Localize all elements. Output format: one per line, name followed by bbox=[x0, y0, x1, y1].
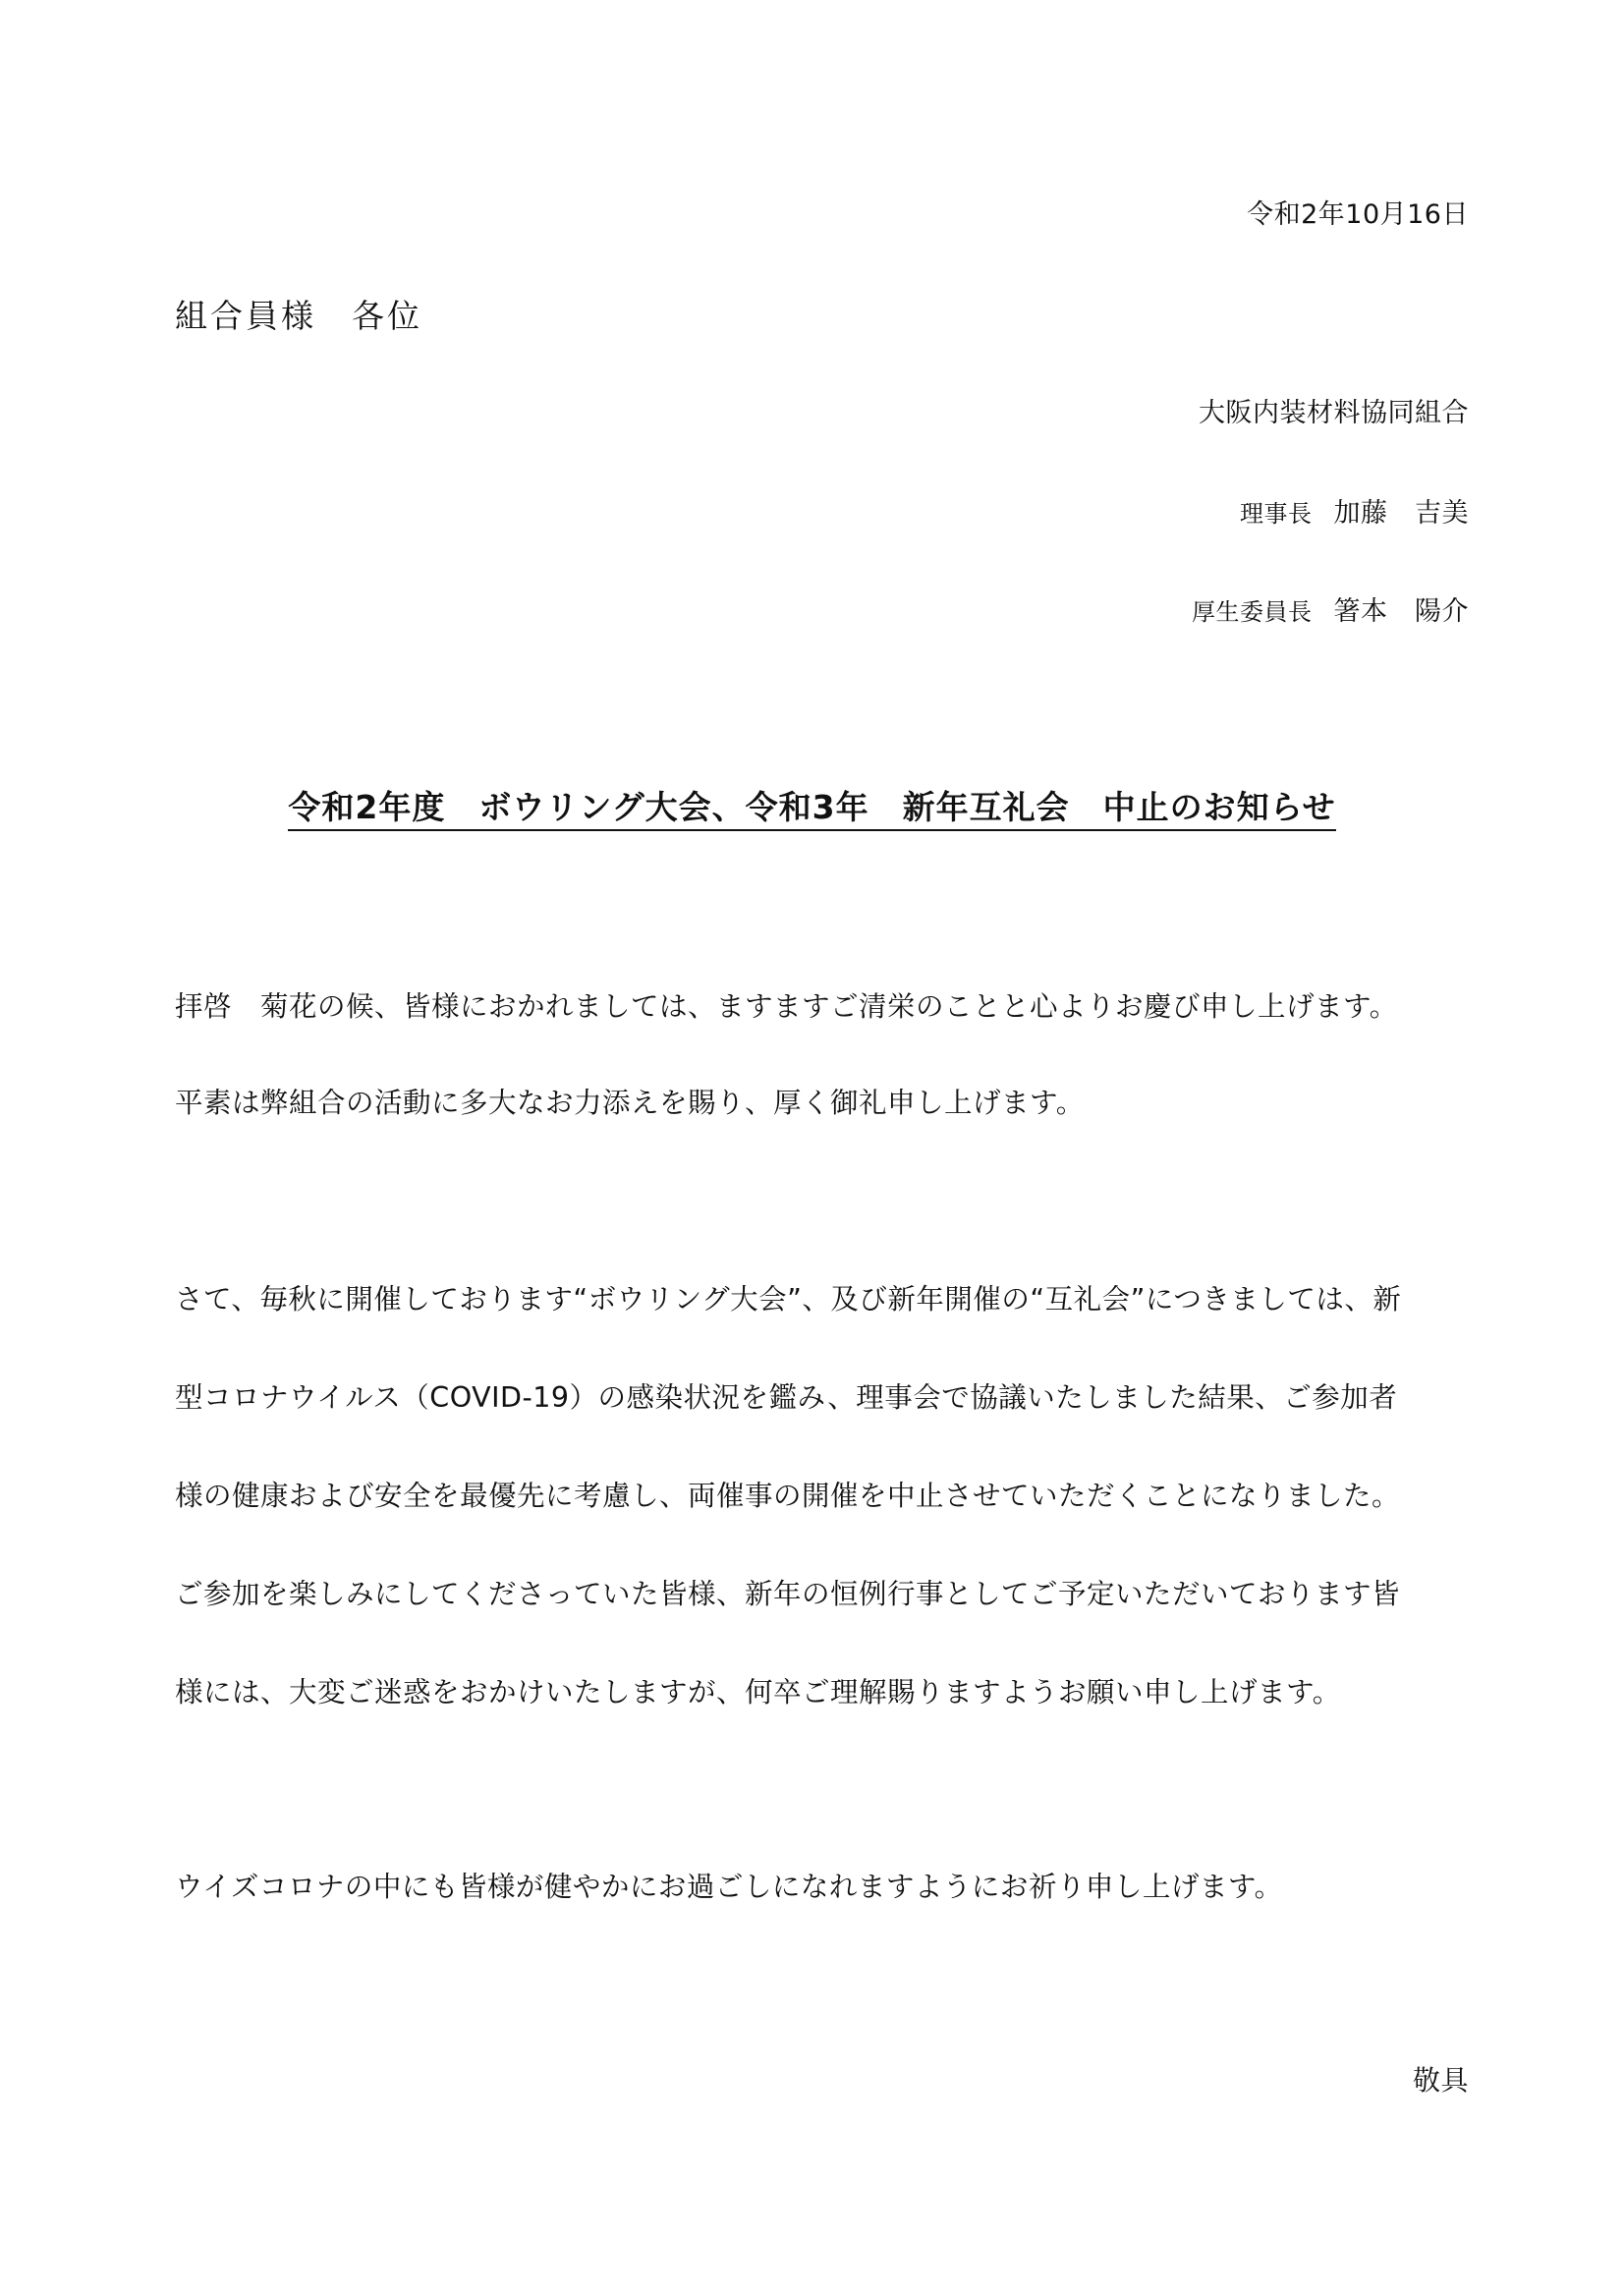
wish-line: ウイズコロナの中にも皆様が健やかにお過ごしになれますようにお祈り申し上げます。 bbox=[175, 1871, 1283, 1903]
main-paragraph-line-3: 様の健康および安全を最優先に考慮し、両催事の開催を中止させていただくことになりました。 bbox=[175, 1480, 1401, 1512]
notice-title-text: 令和2年度 ボウリング大会、令和3年 新年互礼会 中止のお知らせ bbox=[288, 788, 1335, 831]
signatory-chairman bbox=[1240, 491, 1469, 530]
signatory-name: 加藤 吉美 bbox=[1333, 498, 1469, 529]
closing-keigu: 敬具 bbox=[1412, 2064, 1469, 2097]
main-paragraph-line-5: 様には、大変ご迷惑をおかけいたしますが、何卒ご理解賜りますようお願い申し上げます。 bbox=[175, 1676, 1341, 1708]
signatory-role: 厚生委員長 bbox=[1192, 598, 1313, 626]
sender-organization: 大阪内装材料協同組合 bbox=[1199, 398, 1469, 428]
main-paragraph-line-2: 型コロナウイルス（COVID-19）の感染状況を鑑み、理事会で協議いたしました結果、ご参加者 bbox=[175, 1381, 1398, 1414]
letter-date: 令和2年10月16日 bbox=[1247, 199, 1469, 230]
main-paragraph-line-4: ご参加を楽しみにしてくださっていた皆様、新年の恒例行事としてご予定いただいております皆 bbox=[175, 1578, 1401, 1610]
greeting-line-2: 平素は弊組合の活動に多大なお力添えを賜り、厚く御礼申し上げます。 bbox=[175, 1087, 1085, 1119]
letter-recipient: 組合員様 各位 bbox=[175, 297, 422, 335]
signatory-welfare-chair bbox=[1192, 589, 1469, 628]
greeting-line-1: 拝啓 菊花の候、皆様におかれましては、ますますご清栄のことと心よりお慶び申し上げます。 bbox=[175, 990, 1398, 1023]
signatory-role: 理事長 bbox=[1240, 500, 1313, 528]
signatory-name: 箸本 陽介 bbox=[1333, 596, 1469, 627]
main-paragraph-line-1: さて、毎秋に開催しております“ボウリング大会”、及び新年開催の“互礼会”につきましては、新 bbox=[175, 1283, 1402, 1316]
notice-title bbox=[0, 782, 1624, 828]
